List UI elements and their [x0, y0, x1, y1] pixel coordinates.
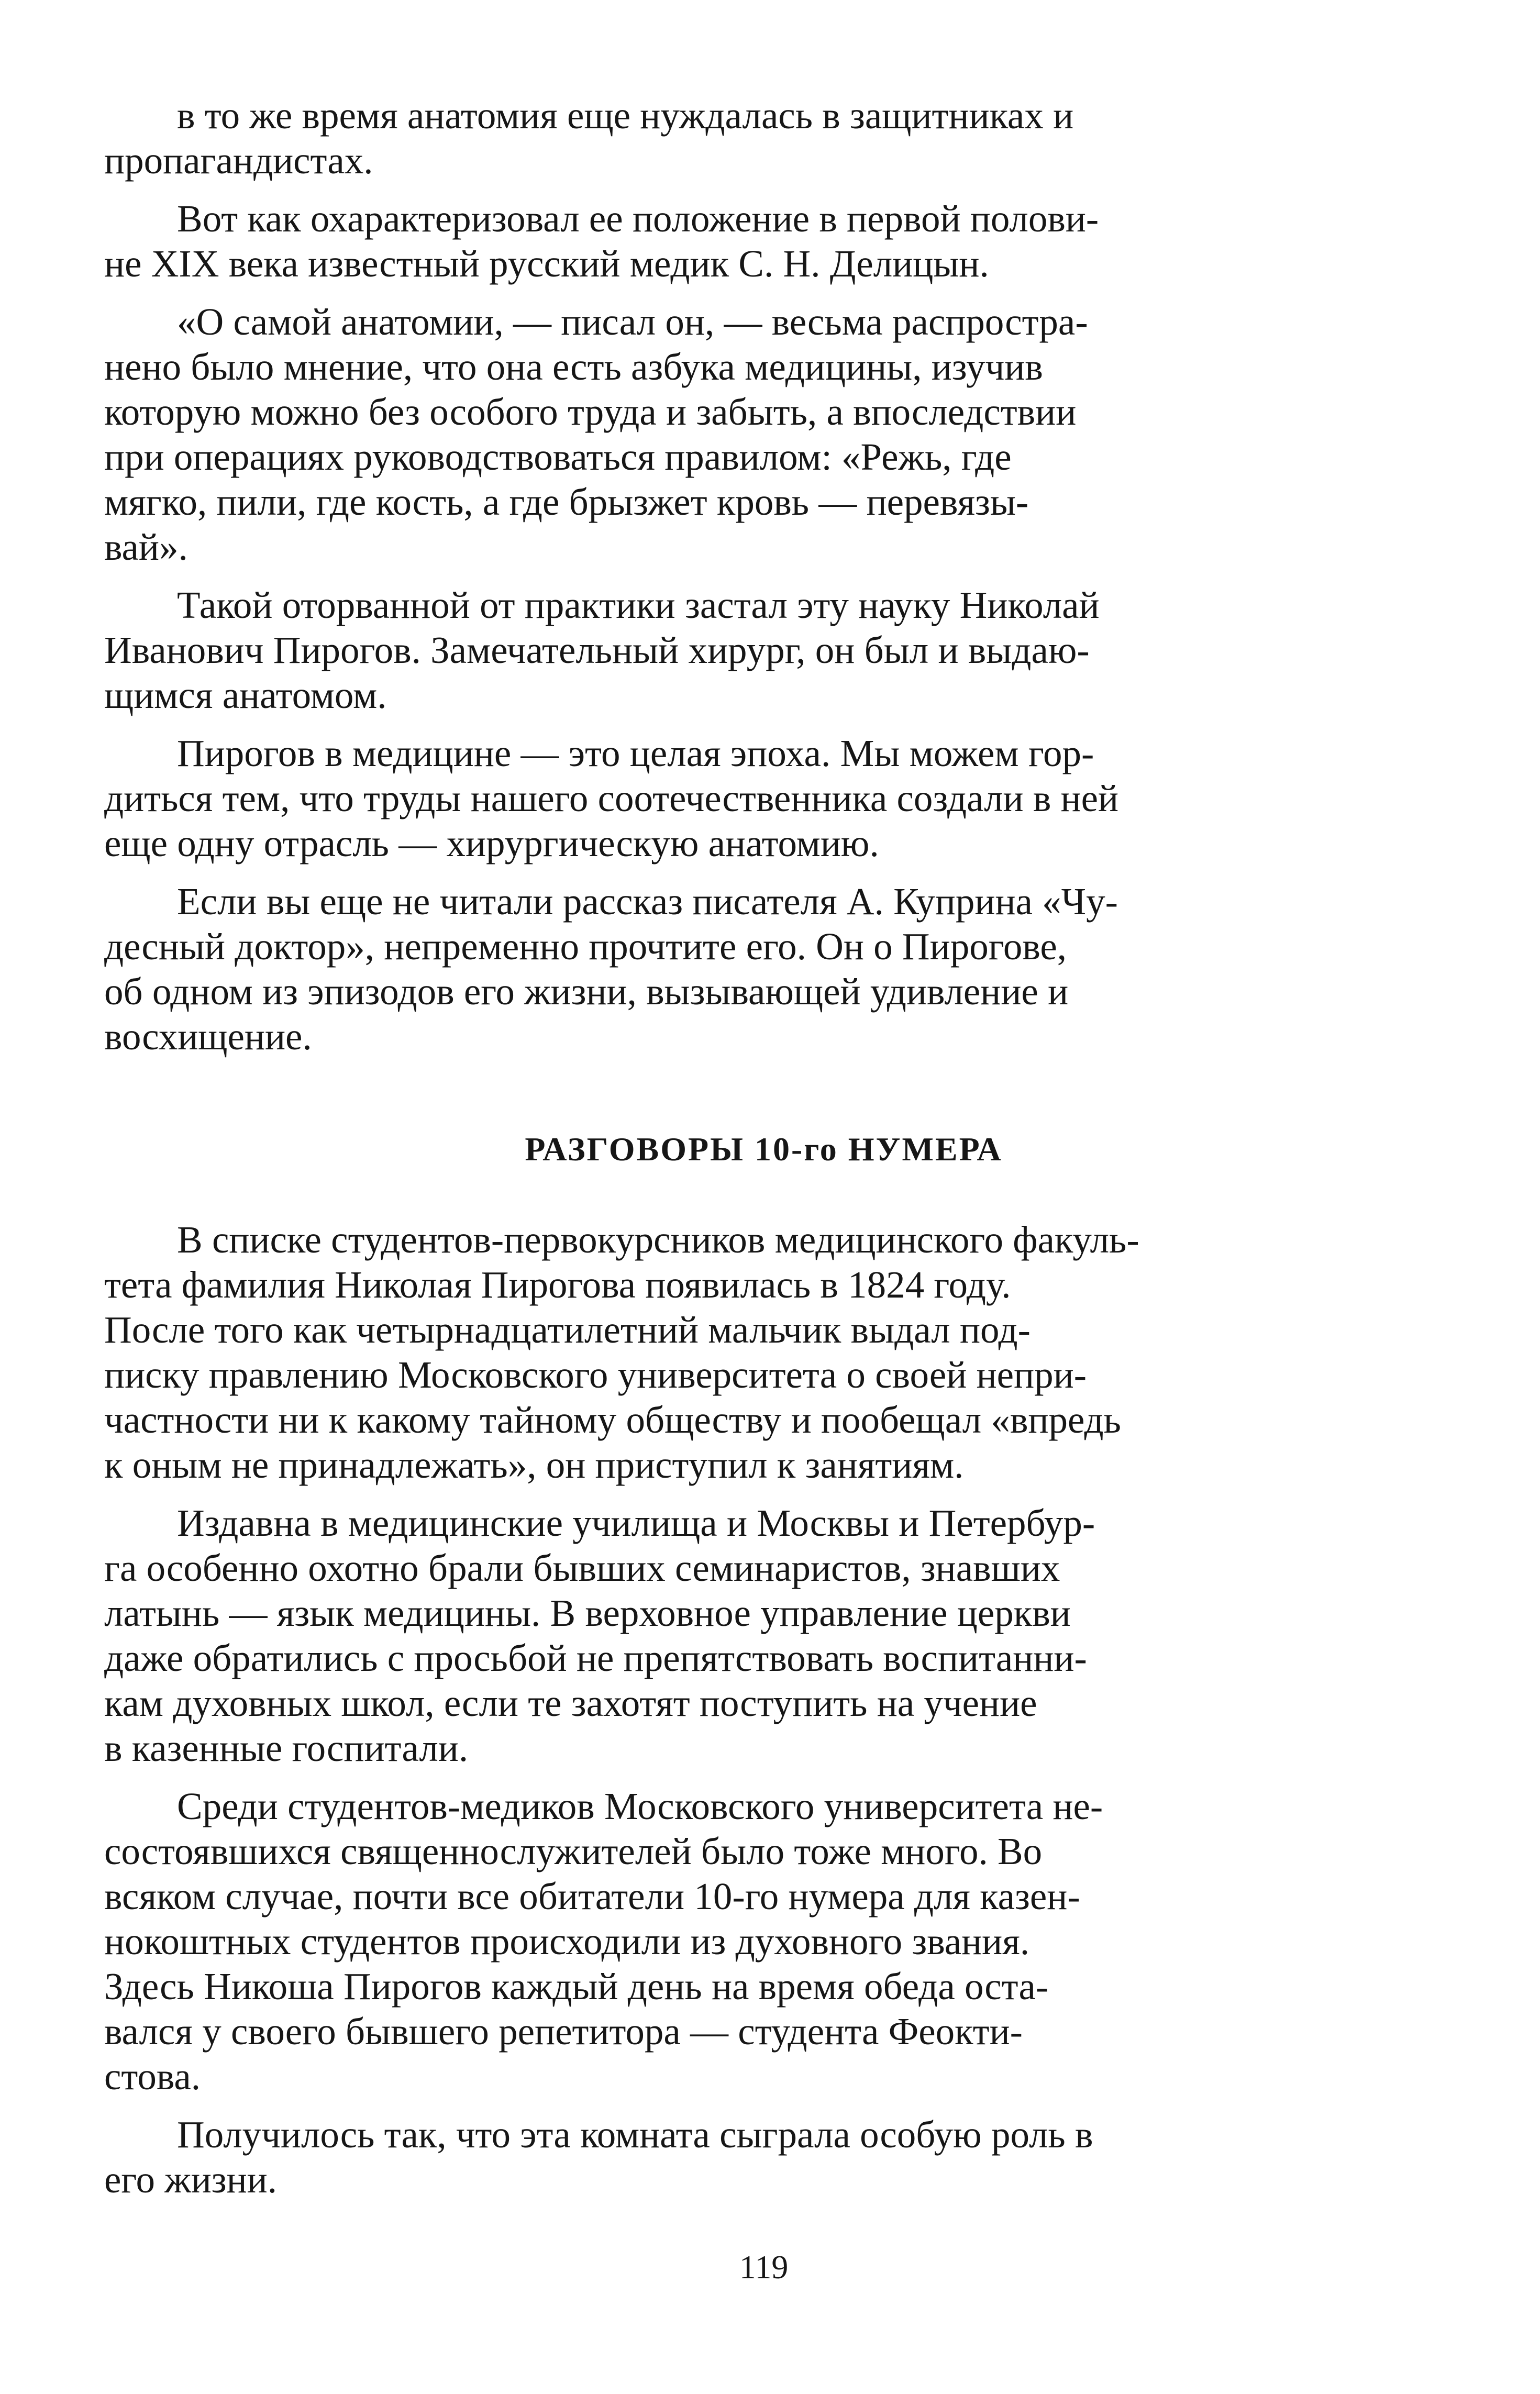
text-line: об одном из эпизодов его жизни, вызывающей удивление и — [104, 970, 1069, 1013]
text-line: его жизни. — [104, 2158, 277, 2201]
text-line: га особенно охотно брали бывших семинаристов, знавших — [104, 1547, 1060, 1589]
text-line: состоявшихся священнослужителей было тоже много. Во — [104, 1830, 1043, 1872]
text-line: мягко, пили, где кость, а где брызжет кровь — перевязы- — [104, 481, 1029, 523]
text-line: В списке студентов-первокурсников медицинского факуль- — [177, 1218, 1139, 1261]
paragraph — [104, 1501, 1423, 1771]
paragraph — [104, 1217, 1423, 1488]
text-line: тета фамилия Николая Пирогова появилась в 1824 году. — [104, 1264, 1011, 1306]
text-line: в то же время анатомия еще нуждалась в защитниках и — [177, 94, 1074, 137]
text-line: После того как четырнадцатилетний мальчик выдал под- — [104, 1309, 1031, 1351]
text-line: писку правлению Московского университета о своей непри- — [104, 1354, 1087, 1396]
paragraph — [104, 731, 1423, 866]
text-line: Среди студентов-медиков Московского университета не- — [177, 1785, 1103, 1827]
text-line: не XIX века известный русский медик С. Н. Делицын. — [104, 242, 989, 285]
text-line: стова. — [104, 2055, 201, 2098]
text-line: десный доктор», непременно прочтите его. Он о Пирогове, — [104, 925, 1067, 968]
text-line: Издавна в медицинские училища и Москвы и Петербур- — [177, 1502, 1095, 1544]
text-section-bottom — [104, 1217, 1423, 2215]
text-line: к оным не принадлежать», он приступил к занятиям. — [104, 1444, 964, 1486]
text-line: Если вы еще не читали рассказ писателя А. Куприна «Чу- — [177, 880, 1118, 923]
text-line: восхищение. — [104, 1015, 312, 1058]
text-line: кам духовных школ, если те захотят поступить на учение — [104, 1682, 1037, 1724]
text-line: Получилось так, что эта комната сыграла особую роль в — [177, 2113, 1093, 2156]
text-line: латынь — язык медицины. В верховное управление церкви — [104, 1592, 1071, 1634]
paragraph — [104, 1784, 1423, 2099]
paragraph — [104, 93, 1423, 183]
paragraph — [104, 583, 1423, 718]
page-number: 119 — [739, 2248, 789, 2286]
text-line: щимся анатомом. — [104, 674, 387, 716]
paragraph — [104, 196, 1423, 286]
text-line: Вот как охарактеризовал ее положение в первой полови- — [177, 197, 1099, 240]
text-line: нено было мнение, что она есть азбука медицины, изучив — [104, 346, 1043, 388]
text-line: нокоштных студентов происходили из духовного звания. — [104, 1920, 1030, 1963]
text-line: частности ни к какому тайному обществу и пообещал «впредь — [104, 1399, 1121, 1441]
text-line: Иванович Пирогов. Замечательный хирург, он был и выдаю- — [104, 629, 1090, 671]
text-line: вай». — [104, 526, 188, 568]
chapter-heading: РАЗГОВОРЫ 10-го НУМЕРА — [525, 1130, 1003, 1168]
text-line: еще одну отрасль — хирургическую анатомию. — [104, 822, 879, 864]
text-line: «О самой анатомии, — писал он, — весьма распростра- — [177, 301, 1088, 343]
text-line: даже обратились с просьбой не препятствовать воспитанни- — [104, 1637, 1087, 1679]
text-line: при операциях руководствоваться правилом: «Режь, где — [104, 436, 1012, 478]
paragraph — [104, 879, 1423, 1059]
text-line: пропагандистах. — [104, 139, 373, 182]
paragraph — [104, 2112, 1423, 2202]
text-line: Здесь Никоша Пирогов каждый день на время обеда оста- — [104, 1965, 1049, 2008]
text-line: вался у своего бывшего репетитора — студента Феокти- — [104, 2010, 1023, 2053]
text-line: которую можно без особого труда и забыть, а впоследствии — [104, 391, 1077, 433]
text-section-top — [104, 93, 1423, 1072]
text-line: Такой оторванной от практики застал эту науку Николай — [177, 584, 1100, 626]
text-line: всяком случае, почти все обитатели 10-го нумера для казен- — [104, 1875, 1080, 1918]
text-line: Пирогов в медицине — это целая эпоха. Мы можем гор- — [177, 732, 1094, 774]
paragraph — [104, 300, 1423, 570]
text-line: в казенные госпитали. — [104, 1727, 469, 1769]
text-line: диться тем, что труды нашего соотечественника создали в ней — [104, 777, 1119, 819]
